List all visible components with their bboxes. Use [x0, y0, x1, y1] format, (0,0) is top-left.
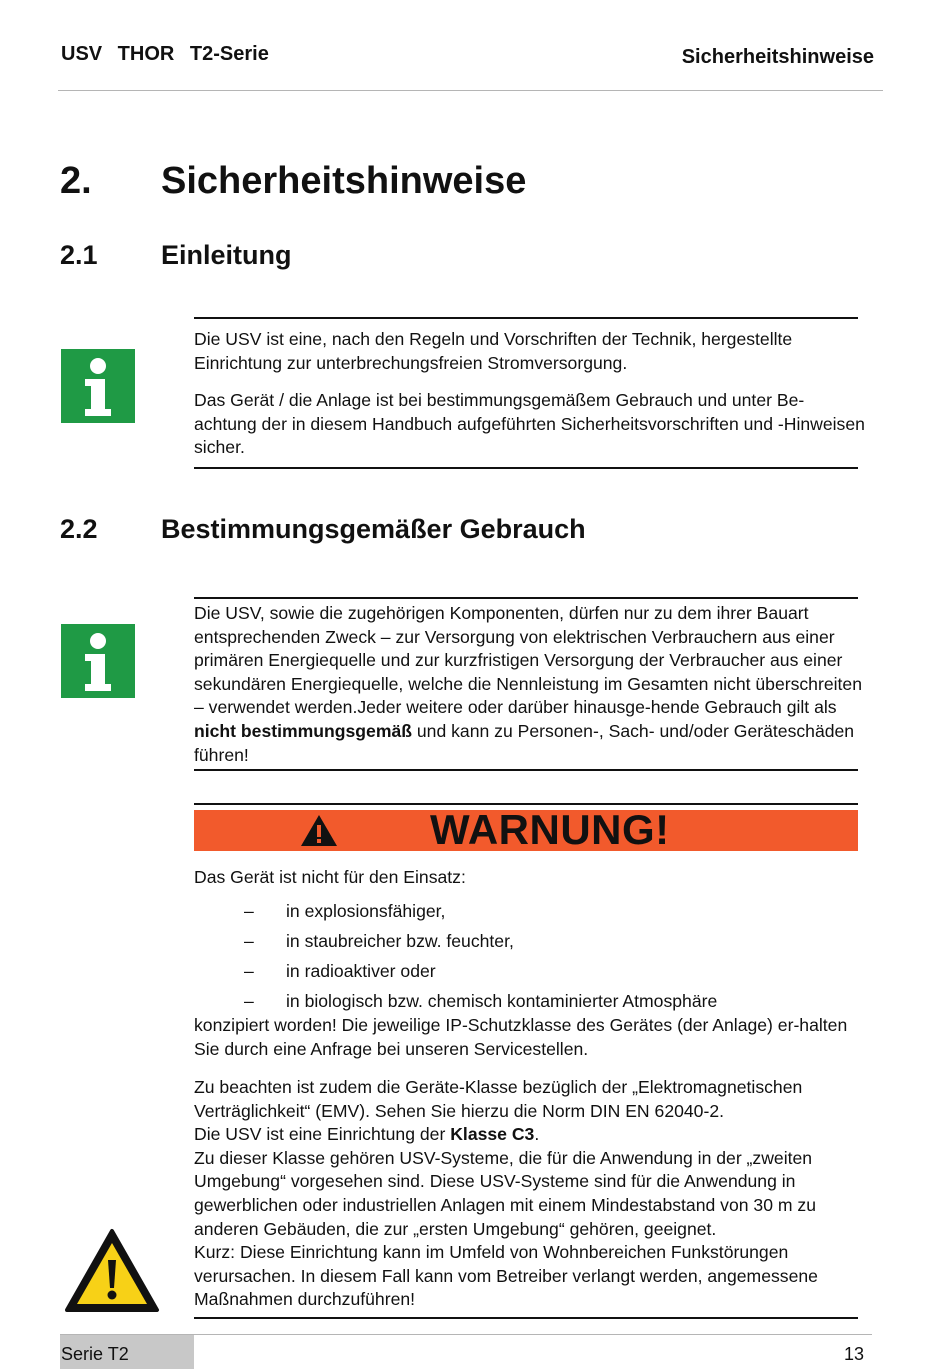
section2-rule-bottom	[194, 769, 858, 771]
chapter-title: Sicherheitshinweise	[161, 160, 527, 202]
section1-title: Einleitung	[161, 240, 292, 270]
section2-rule-top	[194, 597, 858, 599]
section2-bold: nicht bestimmungsgemäß	[194, 720, 412, 741]
class-line	[194, 1123, 866, 1147]
warning-triangle-icon	[300, 814, 338, 847]
info-icon	[61, 349, 135, 423]
list-item	[194, 986, 866, 1016]
section1-number: 2.1	[60, 240, 98, 270]
header-divider	[58, 90, 883, 91]
section2-text-after: und kann zu Personen-, Sach- und/oder Geräteschäden führen!	[194, 720, 855, 765]
list-dash: –	[244, 931, 254, 951]
list-dash: –	[244, 901, 254, 921]
class-bold: Klasse C3	[450, 1124, 535, 1145]
header-section: Sicherheitshinweise	[681, 46, 874, 68]
warning-banner-text: WARNUNG!	[430, 806, 670, 853]
section2-paragraph	[194, 602, 866, 767]
list-item-text: in explosionsfähiger,	[286, 901, 446, 921]
warning-intro: Das Gerät ist nicht für den Einsatz:	[194, 867, 466, 887]
section2-title: Bestimmungsgemäßer Gebrauch	[161, 514, 586, 544]
short-text: Kurz: Diese Einrichtung kann im Umfeld von Wohnbereichen Funkstörungen verursachen. In diesem Fall kann vom Betreiber verlangt werden, angemessene Maßnahmen durchzuführen!	[194, 1242, 818, 1310]
emv-paragraph: Zu beachten ist zudem die Geräte-Klasse bezüglich der „Elektromagnetischen Verträglichkeit“ (EMV). Sehen Sie hierzu die Norm DIN EN 62040-2.	[194, 1077, 803, 1121]
warning-emv	[194, 1076, 866, 1312]
list-item-text: in radioaktiver oder	[286, 961, 436, 981]
section2-number: 2.2	[60, 514, 98, 544]
list-item-text: in biologisch bzw. chemisch kontaminierter Atmosphäre	[286, 991, 718, 1011]
list-item	[194, 926, 866, 956]
section1-rule-bottom	[194, 467, 858, 469]
warning-rule-bottom	[194, 1317, 858, 1319]
section1-rule-top	[194, 317, 858, 319]
info-icon	[61, 624, 135, 698]
chapter-number: 2.	[60, 160, 92, 202]
section2-text-before: Die USV, sowie die zugehörigen Komponenten, dürfen nur zu dem ihrer Bauart entsprechenden Zweck – zur Versorgung von elektrischen Verbrauchern aus einer primären Energiequelle und zur kurzfristigen Versorgung der Verbraucher aus einer sekundären Energiequelle, welche die Nennleistung im Gesamten nicht überschreiten – verwendet werden.Jeder weitere oder darüber hinausge-hende Gebrauch gilt als	[194, 603, 862, 718]
class-after: .	[534, 1124, 540, 1145]
warning-rule-top	[194, 803, 858, 805]
class-text: Zu dieser Klasse gehören USV-Systeme, die für die Anwendung in der „zweiten Umgebung“ vorgesehen sind. Diese USV-Systeme sind für die Anwendung in gewerblichen oder industriellen Anlagen mit einem Mindestabstand von 30 m zu anderen Gebäuden, die zur „ersten Umgebung“ gehören, geeignet.	[194, 1147, 817, 1239]
section1-paragraph-2: Das Gerät / die Anlage ist bei bestimmungsgemäßem Gebrauch und unter Be-achtung der in diesem Handbuch aufgeführten Sicherheitsvorschriften und -Hinweisen sicher.	[194, 390, 865, 458]
list-item	[194, 956, 866, 986]
warning-triangle-icon	[64, 1228, 160, 1314]
list-dash: –	[244, 961, 254, 981]
list-item-text: in staubreicher bzw. feuchter,	[286, 931, 514, 951]
footer-series: Serie T2	[61, 1344, 129, 1364]
page-number: 13	[843, 1344, 864, 1364]
header-title: USV THOR T2-Serie	[61, 43, 269, 65]
warning-list	[194, 896, 866, 1016]
warning-after-list: konzipiert worden! Die jeweilige IP-Schutzklasse des Gerätes (der Anlage) er-halten Sie durch eine Anfrage bei unseren Servicestellen.	[194, 1015, 848, 1059]
section1-text	[194, 328, 866, 460]
section2-text	[194, 602, 866, 767]
section1-paragraph-1: Die USV ist eine, nach den Regeln und Vorschriften der Technik, hergestellte Einrichtung zur unterbrechungsfreien Stromversorgung.	[194, 329, 793, 373]
list-dash: –	[244, 991, 254, 1011]
class-before: Die USV ist eine Einrichtung der	[194, 1124, 451, 1145]
warning-banner	[194, 806, 858, 853]
list-item	[194, 896, 866, 926]
